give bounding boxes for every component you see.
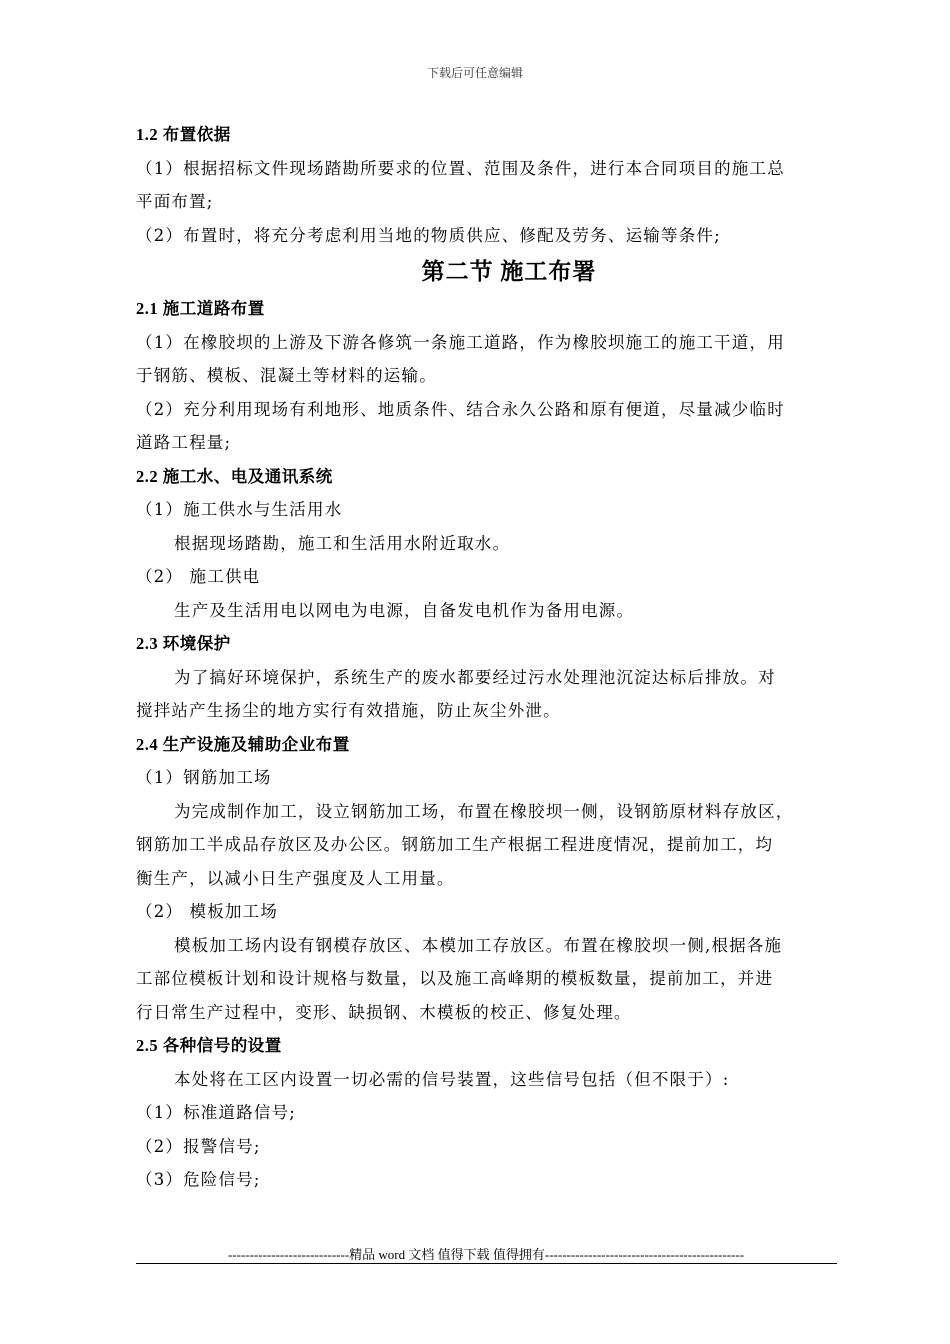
paragraph-line: 为了搞好环境保护，系统生产的废水都要经过污水处理池沉淀达标后排放。对 [174,667,776,687]
chapter-title: 第二节 施工布署 [421,259,597,284]
section-heading-1-2: 1.2 布置依据 [136,125,231,144]
paragraph-line: 钢筋加工半成品存放区及办公区。钢筋加工生产根据工程进度情况，提前加工，均 [136,835,774,854]
section-heading-2-2: 2.2 施工水、电及通讯系统 [136,466,333,486]
paragraph-line: （1）根据招标文件现场踏勘所要求的位置、范围及条件，进行本合同项目的施工总 [136,158,785,178]
paragraph-line: 行日常生产过程中，变形、缺损钢、木模板的校正、修复处理。 [136,1002,632,1022]
section-heading-2-4: 2.4 生产设施及辅助企业布置 [136,734,350,754]
paragraph-line: 衡生产，以减小日生产强度及人工用量。 [136,868,455,888]
footer-rule [136,1263,837,1264]
paragraph-line: （2） 施工供电 [136,567,261,586]
paragraph-line: 生产及生活用电以网电为电源，自备发电机作为备用电源。 [174,600,635,620]
paragraph-line: 平面布置; [136,192,214,211]
paragraph-line: （2） 模板加工场 [136,902,279,921]
paragraph-line: （1）钢筋加工场 [136,768,272,787]
paragraph-line: 工部位模板计划和设计规格与数量，以及施工高峰期的模板数量，提前加工，并进 [136,969,774,988]
paragraph-line: 本处将在工区内设置一切必需的信号装置，这些信号包括（但不限于）: [174,1069,730,1089]
paragraph-line: 搅拌站产生扬尘的地方实行有效措施，防止灰尘外泄。 [136,701,561,720]
section-heading-2-5: 2.5 各种信号的设置 [136,1036,282,1055]
paragraph-line: （3）危险信号; [136,1170,261,1189]
paragraph-line: （2）布置时，将充分考虑利用当地的物质供应、修配及劳务、运输等条件; [136,225,721,245]
paragraph-line: 道路工程量; [136,433,232,452]
page-header: 下载后可任意编辑 [426,66,523,80]
paragraph-line: 模板加工场内设有钢模存放区、本模加工存放区。布置在橡胶坝一侧,根据各施 [174,935,783,955]
paragraph-line: （2）报警信号; [136,1136,261,1156]
section-heading-2-3: 2.3 环境保护 [136,634,231,653]
paragraph-line: 为完成制作加工，设立钢筋加工场，布置在橡胶坝一侧，设钢筋原材料存放区， [174,801,794,821]
section-heading-2-1: 2.1 施工道路布置 [136,299,265,318]
paragraph-line: 于钢筋、模板、混凝土等材料的运输。 [136,366,437,385]
paragraph-line: 根据现场踏勘，施工和生活用水附近取水。 [174,533,511,553]
page-footer: ----------------------------精品 word 文档 值得下载 值得拥有---------------------------------------------- [227,1247,745,1262]
paragraph-line: （1）施工供水与生活用水 [136,500,343,519]
paragraph-line: （1）在橡胶坝的上游及下游各修筑一条施工道路，作为橡胶坝施工的施工干道，用 [136,332,785,352]
paragraph-line: （1）标准道路信号; [136,1103,297,1122]
document-body [136,118,842,1197]
paragraph-line: （2）充分利用现场有利地形、地质条件、结合永久公路和原有便道，尽量减少临时 [136,399,785,419]
